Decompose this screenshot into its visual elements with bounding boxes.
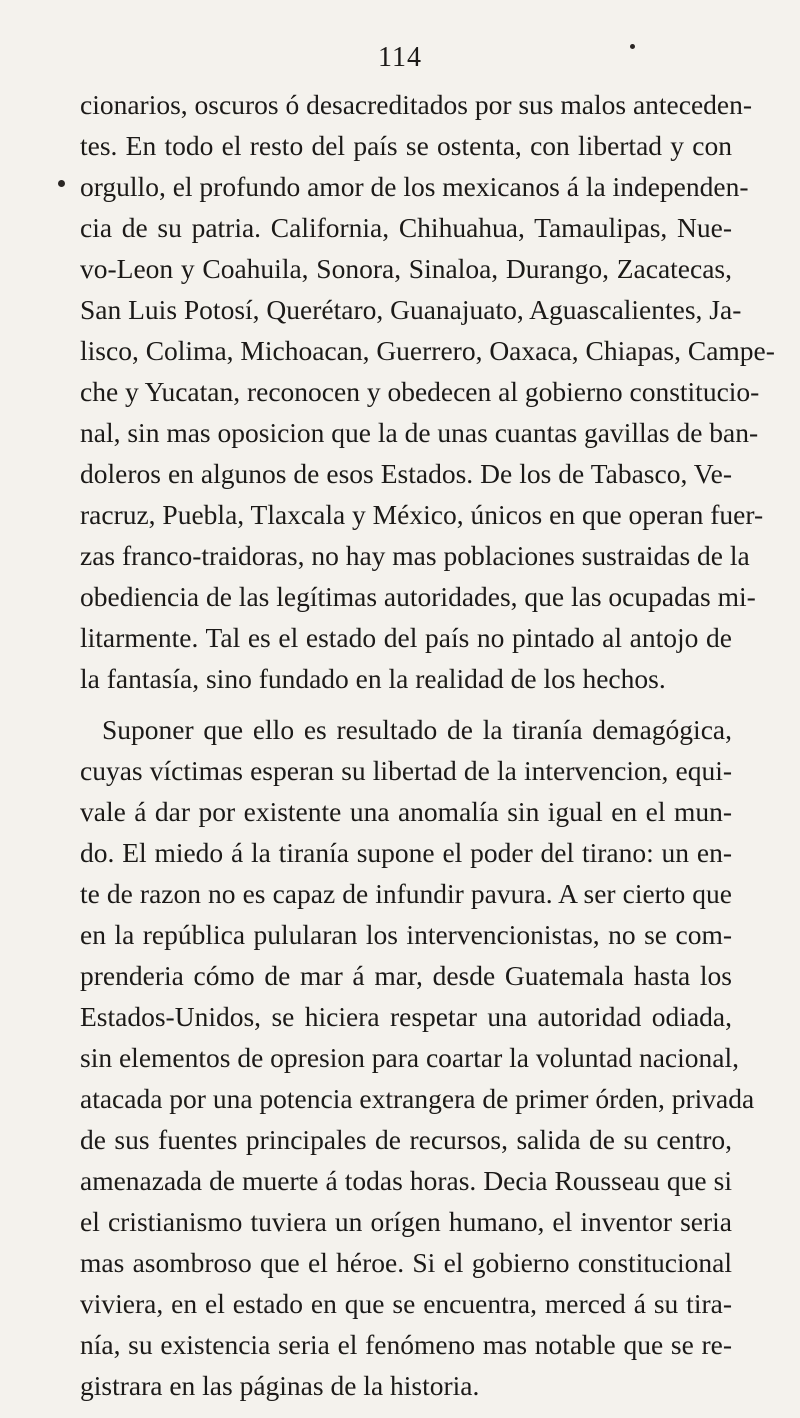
text-line: litarmente. Tal es el estado del país no pintado al antojo de [80, 622, 732, 653]
text-line: racruz, Puebla, Tlaxcala y México, únicos en que operan fuer- [80, 499, 764, 530]
text-line: en la república pulularan los intervencionistas, no se com- [80, 919, 732, 950]
text-line: cionarios, oscuros ó desacreditados por sus malos anteceden- [80, 89, 753, 120]
text-line: mas asombroso que el héroe. Si el gobierno constitucional [80, 1247, 732, 1278]
text-line: viviera, en el estado en que se encuentra, merced á su tira- [80, 1288, 732, 1319]
paragraph-gap [80, 699, 732, 709]
ink-speck [58, 180, 65, 187]
text-line: nal, sin mas oposicion que la de unas cuantas gavillas de ban- [80, 417, 759, 448]
text-line: de sus fuentes principales de recursos, salida de su centro, [80, 1124, 732, 1155]
text-line: vale á dar por existente una anomalía sin igual en el mun- [80, 796, 732, 827]
text-line: sin elementos de opresion para coartar la voluntad nacional, [80, 1042, 739, 1073]
text-line: doleros en algunos de esos Estados. De los de Tabasco, Ve- [80, 458, 732, 489]
text-line: San Luis Potosí, Querétaro, Guanajuato, Aguascalientes, Ja- [80, 294, 742, 325]
text-line: obediencia de las legítimas autoridades, que las ocupadas mi- [80, 581, 756, 612]
text-line: tes. En todo el resto del país se ostenta, con libertad y con [80, 130, 732, 161]
text-line: el cristianismo tuviera un orígen humano, el inventor seria [80, 1206, 732, 1237]
paragraph-2 [80, 709, 755, 1406]
text-line: cuyas víctimas esperan su libertad de la intervencion, equi- [80, 755, 732, 786]
text-line: atacada por una potencia extrangera de primer órden, privada [80, 1083, 755, 1114]
body-text [80, 84, 775, 1406]
text-line: orgullo, el profundo amor de los mexicanos á la independen- [80, 171, 749, 202]
text-line: amenazada de muerte á todas horas. Decia Rousseau que si [80, 1165, 732, 1196]
text-line: che y Yucatan, reconocen y obedecen al gobierno constitucio- [80, 376, 760, 407]
ink-speck [630, 44, 635, 49]
page-number: 114 [378, 42, 422, 73]
text-line: vo-Leon y Coahuila, Sonora, Sinaloa, Durango, Zacatecas, [80, 253, 732, 284]
text-line: lisco, Colima, Michoacan, Guerrero, Oaxaca, Chiapas, Campe- [80, 335, 775, 366]
text-line: do. El miedo á la tiranía supone el poder del tirano: un en- [80, 837, 732, 868]
paragraph-1 [80, 84, 775, 699]
text-line: Suponer que ello es resultado de la tiranía demagógica, [102, 714, 732, 745]
text-line: gistrara en las páginas de la historia. [80, 1370, 480, 1401]
text-line: te de razon no es capaz de infundir pavura. A ser cierto que [80, 878, 732, 909]
text-line: cia de su patria. California, Chihuahua, Tamaulipas, Nue- [80, 212, 732, 243]
text-line: zas franco-traidoras, no hay mas poblaciones sustraidas de la [80, 540, 750, 571]
text-line: Estados-Unidos, se hiciera respetar una autoridad odiada, [80, 1001, 732, 1032]
text-line: prenderia cómo de mar á mar, desde Guatemala hasta los [80, 960, 732, 991]
text-line: la fantasía, sino fundado en la realidad de los hechos. [80, 663, 666, 694]
text-line: nía, su existencia seria el fenómeno mas notable que se re- [80, 1329, 732, 1360]
